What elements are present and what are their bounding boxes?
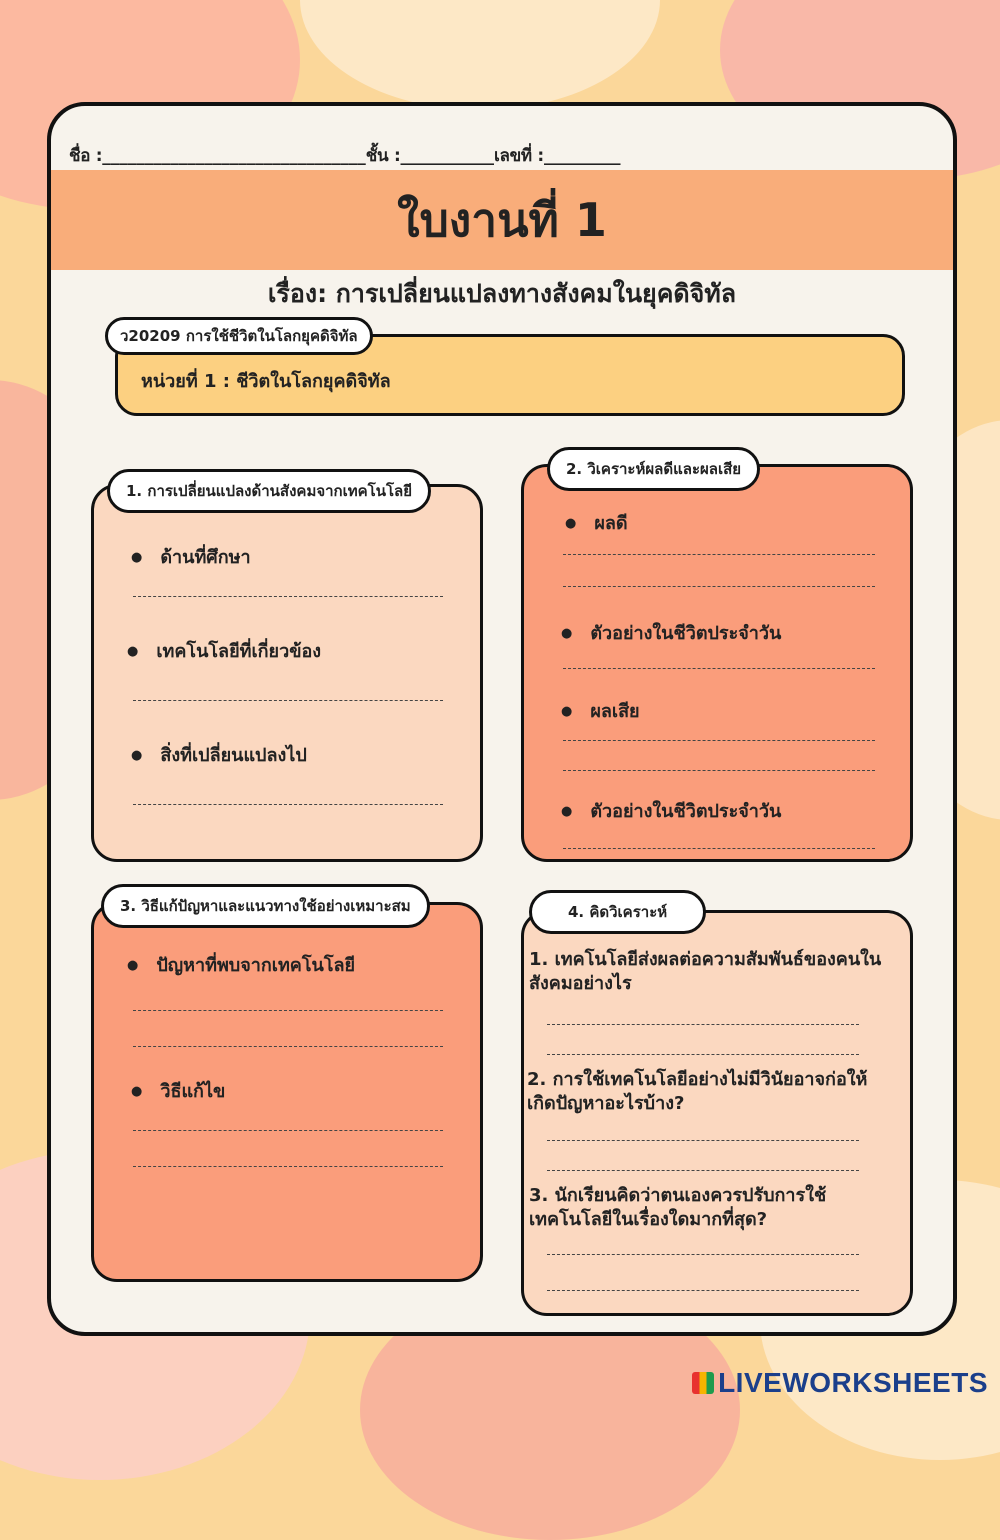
answer-line[interactable] xyxy=(563,740,875,741)
name-label: ชื่อ : xyxy=(69,146,103,166)
answer-line[interactable] xyxy=(547,1140,859,1141)
worksheet-subtitle: เรื่อง: การเปลี่ยนแปลงทางสังคมในยุคดิจิทัล xyxy=(267,279,737,308)
background-blob xyxy=(300,0,660,110)
answer-line[interactable] xyxy=(133,1130,443,1131)
answer-line[interactable] xyxy=(563,586,875,587)
section-3-item: ● วิธีแก้ไข xyxy=(131,1076,225,1105)
course-code-label: ว20209 การใช้ชีวิตในโลกยุคดิจิทัล xyxy=(105,317,373,355)
answer-line[interactable] xyxy=(547,1254,859,1255)
section-2-item: ● ตัวอย่างในชีวิตประจำวัน xyxy=(561,796,781,825)
section-3-item: ● ปัญหาที่พบจากเทคโนโลยี xyxy=(127,950,355,979)
class-field[interactable]: ___________ xyxy=(400,146,494,166)
class-label: ชั้น : xyxy=(365,146,401,166)
name-field[interactable]: _______________________________ xyxy=(102,146,366,166)
answer-line[interactable] xyxy=(547,1024,859,1025)
number-field[interactable]: _________ xyxy=(543,146,621,166)
section-2-item: ● ตัวอย่างในชีวิตประจำวัน xyxy=(561,618,781,647)
answer-line[interactable] xyxy=(547,1054,859,1055)
liveworksheets-logo-icon xyxy=(692,1372,714,1394)
answer-line[interactable] xyxy=(547,1170,859,1171)
answer-line[interactable] xyxy=(547,1290,859,1291)
answer-line[interactable] xyxy=(133,804,443,805)
section-2-item: ● ผลดี xyxy=(565,508,628,537)
liveworksheets-logo[interactable] xyxy=(692,1367,988,1399)
worksheet-title: ใบงานที่ 1 xyxy=(397,193,607,247)
brand-name: LIVEWORKSHEETS xyxy=(718,1367,988,1398)
section-2-item: ● ผลเสีย xyxy=(561,696,640,725)
answer-line[interactable] xyxy=(563,770,875,771)
section-4-question: 2. การใช้เทคโนโลยีอย่างไม่มีวินัยอาจก่อให้เกิดปัญหาอะไรบ้าง? xyxy=(527,1069,868,1114)
section-4-question: 3. นักเรียนคิดว่าตนเองควรปรับการใช้เทคโนโลยีในเรื่องใดมากที่สุด? xyxy=(529,1185,827,1230)
section-1-title: 1. การเปลี่ยนแปลงด้านสังคมจากเทคโนโลยี xyxy=(107,469,431,513)
unit-title: หน่วยที่ 1 : ชีวิตในโลกยุคดิจิทัล xyxy=(141,371,391,392)
section-1-box xyxy=(91,484,483,862)
number-label: เลขที่ : xyxy=(493,146,544,166)
section-2-title: 2. วิเคราะห์ผลดีและผลเสีย xyxy=(547,447,760,491)
answer-line[interactable] xyxy=(133,1166,443,1167)
answer-line[interactable] xyxy=(563,848,875,849)
section-4-question: 1. เทคโนโลยีส่งผลต่อความสัมพันธ์ของคนในสังคมอย่างไร xyxy=(529,949,882,994)
section-3-title: 3. วิธีแก้ปัญหาและแนวทางใช้อย่างเหมาะสม xyxy=(101,884,430,928)
answer-line[interactable] xyxy=(133,700,443,701)
section-4-title: 4. คิดวิเคราะห์ xyxy=(529,890,706,934)
student-info-line xyxy=(69,142,941,169)
answer-line[interactable] xyxy=(563,554,875,555)
section-1-item: ● เทคโนโลยีที่เกี่ยวข้อง xyxy=(127,636,321,665)
section-1-item: ● ด้านที่ศึกษา xyxy=(131,542,251,571)
section-1-item: ● สิ่งที่เปลี่ยนแปลงไป xyxy=(131,740,307,769)
answer-line[interactable] xyxy=(563,668,875,669)
answer-line[interactable] xyxy=(133,1010,443,1011)
answer-line[interactable] xyxy=(133,1046,443,1047)
worksheet-card xyxy=(47,102,957,1336)
answer-line[interactable] xyxy=(133,596,443,597)
